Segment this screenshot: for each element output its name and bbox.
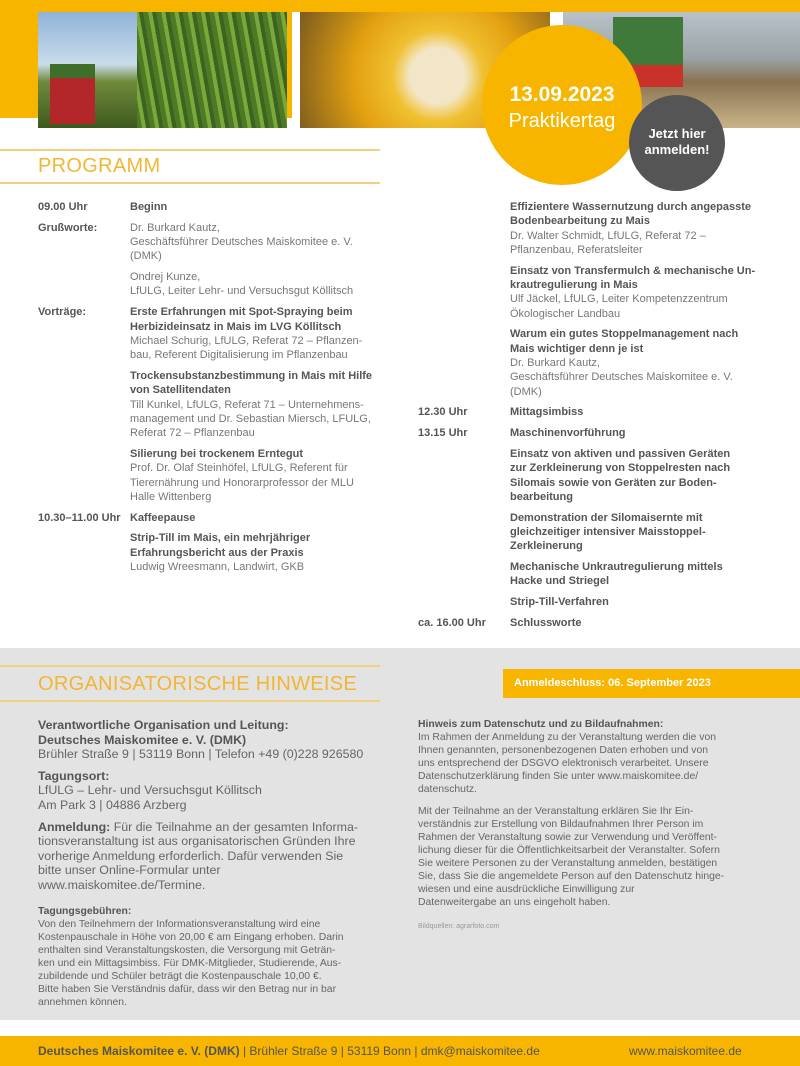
event-date: 13.09.2023	[509, 83, 615, 106]
venue-label: Tagungsort:	[38, 768, 110, 783]
event-name: Praktikertag	[508, 110, 616, 132]
program-title: PROGRAMM	[38, 155, 161, 177]
program-row	[418, 426, 778, 616]
item-title: Demonstration der Silomaisernte mit gleichzeitiger intensiver Maisstoppel- Zerkleinerung	[510, 511, 706, 553]
item-title: Maschinenvorführung	[510, 427, 626, 440]
program-item	[510, 560, 778, 589]
item-title: Mittagsimbiss	[510, 406, 584, 419]
program-item	[130, 270, 388, 299]
footer-address: | Brühler Straße 9 | 53119 Bonn | dmk@maiskomitee.de	[239, 1044, 540, 1058]
fees-info	[38, 905, 383, 1009]
register-label-1: Jetzt hier	[648, 126, 706, 141]
program-items	[510, 616, 778, 637]
program-item	[130, 369, 388, 440]
privacy-label: Hinweis zum Datenschutz und zu Bildaufnahmen:	[418, 719, 664, 730]
program-item	[510, 616, 778, 630]
register-label-2: anmelden!	[644, 142, 710, 157]
register-button[interactable]	[629, 95, 725, 191]
footer-org: Deutsches Maiskomitee e. V. (DMK)	[38, 1044, 240, 1058]
item-speaker: Till Kunkel, LfULG, Referat 71 – Unternehmens- management und Dr. Sebastian Miersch, LFULG, Referat 72 – Pflanzenbau	[130, 398, 371, 440]
program-time: ca. 16.00 Uhr	[418, 616, 486, 629]
fees-label: Tagungsgebühren:	[38, 906, 132, 917]
item-speaker: Dr. Burkard Kautz, Geschäftsführer Deutsches Maiskomitee e. V. (DMK)	[510, 356, 733, 398]
divider	[0, 700, 380, 702]
item-title: Schlussworte	[510, 616, 582, 629]
program-time	[418, 200, 510, 405]
privacy-text: Im Rahmen der Anmeldung zu der Veranstaltung werden die von Ihnen genannten, personenbezogenen Daten erhoben und von uns entsprechend der DSGVO elektronisch verarbeitet. Unsere Datenschutzerklärung finden Sie unter www.maiskomitee.de/ datenschutz.	[418, 732, 717, 796]
program-right-column	[418, 200, 778, 637]
item-title: Warum ein gutes Stoppelmanagement nach Mais wichtiger denn je ist	[510, 328, 739, 355]
organiser-label: Verantwortliche Organisation und Leitung: Deutsches Maiskomitee e. V. (DMK)	[38, 718, 289, 747]
program-item	[510, 447, 778, 504]
program-row	[38, 200, 388, 221]
item-title: Einsatz von aktiven und passiven Geräten zur Zerkleinerung von Stoppelresten nach Silomais sowie von Geräten zur Boden- bearbeitung	[510, 447, 731, 503]
item-title: Silierung bei trockenem Erntegut	[130, 447, 303, 460]
photo-silage-harvest	[38, 12, 287, 128]
item-title: Trockensubstanzbestimmung in Mais mit Hilfe von Satellitendaten	[130, 369, 373, 397]
program-item	[510, 595, 778, 609]
item-title: Kaffeepause	[130, 511, 196, 524]
program-items	[130, 511, 388, 581]
item-title: Effizientere Wassernutzung durch angepasste Bodenbearbeitung zu Mais	[510, 201, 752, 228]
program-item	[130, 447, 388, 504]
registration-label: Anmeldung:	[38, 819, 111, 834]
program-items	[130, 305, 388, 510]
item-speaker: Ondrej Kunze, LfULG, Leiter Lehr- und Versuchsgut Köllitsch	[130, 271, 354, 298]
program-item	[510, 327, 778, 398]
footer	[0, 1036, 800, 1066]
organiser-address: Brühler Straße 9 | 53119 Bonn | Telefon +49 (0)228 926580	[38, 747, 364, 762]
divider	[0, 149, 380, 151]
privacy-info	[418, 718, 768, 917]
program-time: 09.00 Uhr	[38, 201, 88, 213]
program-row	[38, 221, 388, 305]
divider	[0, 665, 380, 667]
registration-text: Für die Teilnahme an der gesamten Informa- tionsveranstaltung ist aus organisatorischen Gründen Ihre vorherige Anmeldung erforderlich. Dafür verwenden Sie bitte unser Online-Formular unter www.maiskomitee.de/Termine.	[38, 819, 358, 892]
program-row	[418, 405, 778, 426]
venue-address: LfULG – Lehr- und Versuchsgut Köllitsch Am Park 3 | 04886 Arzberg	[38, 783, 262, 812]
program-row	[418, 616, 778, 637]
item-title: Einsatz von Transfermulch & mechanische Un- krautregulierung in Mais	[510, 264, 756, 291]
item-speaker: Ulf Jäckel, LfULG, Leiter Kompetenzzentrum Ökologischer Landbau	[510, 293, 728, 320]
program-left-column	[38, 200, 388, 581]
program-item	[130, 511, 388, 525]
image-credit: Bildquellen: agrarfoto.com	[418, 923, 500, 930]
organisation-info	[38, 718, 383, 900]
program-item	[130, 221, 388, 264]
program-items	[510, 426, 778, 616]
item-speaker: Dr. Walter Schmidt, LfULG, Referat 72 – Pflanzenbau, Referatsleiter	[510, 229, 706, 256]
program-item	[130, 305, 388, 362]
program-items	[130, 200, 388, 221]
footer-website-link[interactable]: www.maiskomitee.de	[629, 1044, 742, 1058]
program-item	[130, 531, 388, 574]
program-item	[510, 426, 778, 440]
divider	[0, 182, 380, 184]
item-speaker: Michael Schurig, LfULG, Referat 72 – Pflanzen- bau, Referent Digitalisierung im Pflanzenbau	[130, 334, 363, 362]
organisation-title: ORGANISATORISCHE HINWEISE	[38, 673, 358, 695]
program-row	[418, 200, 778, 405]
program-items	[510, 200, 778, 405]
program-item	[510, 200, 778, 257]
program-item	[510, 264, 778, 321]
program-item	[510, 511, 778, 554]
program-time: 12.30 Uhr	[418, 406, 468, 419]
item-title: Beginn	[130, 201, 168, 213]
item-speaker: Dr. Burkard Kautz, Geschäftsführer Deutsches Maiskomitee e. V. (DMK)	[130, 221, 353, 263]
item-title: Strip-Till-Verfahren	[510, 596, 609, 609]
program-time: 13.15 Uhr	[418, 427, 468, 440]
program-time: Vorträge:	[38, 306, 87, 319]
program-item	[130, 200, 388, 214]
program-items	[510, 405, 778, 426]
consent-text: Mit der Teilnahme an der Veranstaltung erklären Sie Ihr Ein- verständnis zur Erstellung von Bildaufnahmen Ihrer Person im Rahmen der Veranstaltung sowie zur Verwendung und Veröffent- lichung dieser für die Öffentlichkeitsarbeit der Veranstalter. Sofern Sie weitere Personen zu der Veranstaltung anmelden, bestätigen Sie, dass Sie die angemeldete Person auf den Datenschutz hinge- wiesen und eine ausdrückliche Einwilligung zur Datenweitergabe an uns eingeholt haben.	[418, 805, 725, 909]
item-speaker: Prof. Dr. Olaf Steinhöfel, LfULG, Referent für Tierernährung und Honorarprofessor der MLU Halle Wittenberg	[130, 462, 354, 503]
item-title: Mechanische Unkrautregulierung mittels Hacke und Striegel	[510, 561, 723, 588]
program-row	[38, 305, 388, 510]
event-date-badge	[482, 25, 642, 185]
fees-text: Von den Teilnehmern der Informationsveranstaltung wird eine Kostenpauschale in Höhe von 20,00 € am Eingang erhoben. Darin enthalten sind Veranstaltungskosten, die Versorgung mit Geträn- ken und ein Mittagsimbiss. Für DMK-Mitglieder, Studierende, Aus- zubildende und Schüler beträgt die Kostenpauschale 10,00 €. Bitte haben Sie Verständnis dafür, dass wir den Betrag nur in bar annehmen können.	[38, 919, 344, 1008]
program-time: Grußworte:	[38, 221, 98, 234]
item-speaker: Ludwig Wreesmann, Landwirt, GKB	[130, 561, 305, 574]
program-time: 10.30–11.00 Uhr	[38, 511, 121, 524]
item-title: Erste Erfahrungen mit Spot-Spraying beim Herbizideinsatz in Mais im LVG Köllitsch	[130, 306, 353, 333]
deadline-banner: Anmeldeschluss: 06. September 2023	[503, 669, 800, 698]
program-item	[510, 405, 778, 419]
program-row	[38, 511, 388, 581]
item-title: Strip-Till im Mais, ein mehrjähriger Erfahrungsbericht aus der Praxis	[130, 532, 311, 559]
program-items	[130, 221, 388, 305]
